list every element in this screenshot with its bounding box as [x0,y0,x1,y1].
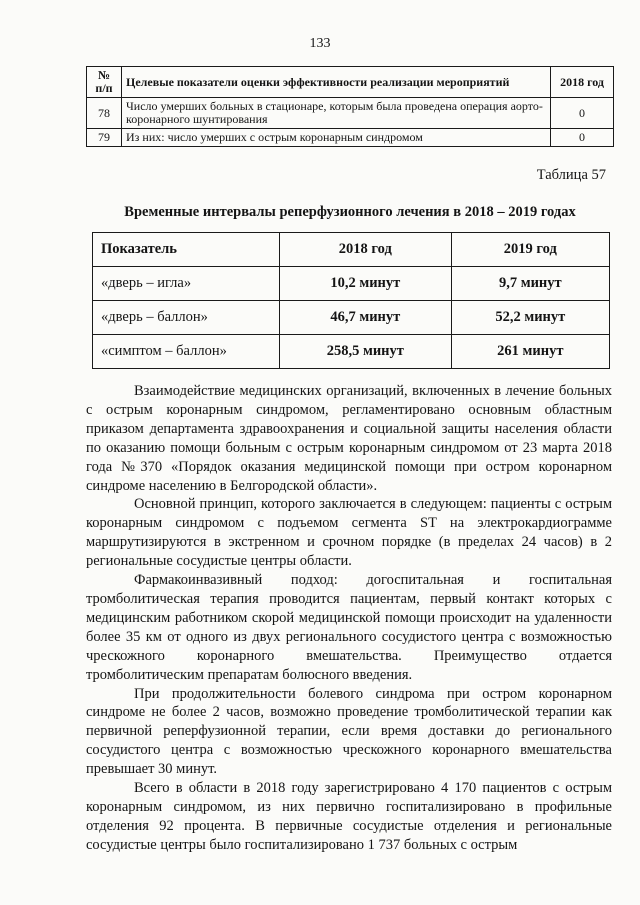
paragraph: Взаимодействие медицинских организаций, включенных в лечение больных с острым коронарным синдромом, регламентировано основным областным приказом департамента здравоохранения и социальной защиты населения области по оказанию помощи больным с острым коронарным синдромом от 23 марта 2018 года №370 «Порядок оказания медицинской помощи при остром коронарном синдроме населению в Белгородской области». [86,383,612,494]
page-number: 133 [309,36,331,51]
row-indicator: «симптом – баллон» [93,335,280,369]
table-header-row [93,233,610,267]
table-title: Временные интервалы реперфузионного лечения в 2018 – 2019 годах [124,204,576,220]
row-value: 0 [551,98,614,129]
row-description: Из них: число умерших с острым коронарным синдромом [122,129,551,147]
table-row [93,335,610,369]
table-header-row [87,67,614,98]
row-value: 0 [551,129,614,147]
row-value-2018: 258,5 минут [280,335,452,369]
table-row [93,301,610,335]
body-text [86,382,612,855]
header-indicator: Показатель [93,233,280,267]
target-indicators-table [86,66,614,147]
table-label: Таблица 57 [536,167,606,183]
header-2019: 2019 год [451,233,609,267]
row-description: Число умерших больных в стационаре, которым была проведена операция аорто-коронарного шунтирования [122,98,551,129]
header-2018: 2018 год [280,233,452,267]
header-year: 2018 год [551,67,614,98]
table-row [93,267,610,301]
row-value-2018: 10,2 минут [280,267,452,301]
header-description: Целевые показатели оценки эффективности реализации мероприятий [122,67,551,98]
row-indicator: «дверь – баллон» [93,301,280,335]
reperfusion-intervals-table [92,232,610,369]
paragraph: При продолжительности болевого синдрома при остром коронарном синдроме не более 2 часов, возможно проведение тромболитической терапии как первичной реперфузионной терапии, если время доставки до регионального сосудистого центра с возможностью чрескожного коронарного вмешательства превышает 30 минут. [86,685,612,778]
row-number: 79 [87,129,122,147]
row-value-2018: 46,7 минут [280,301,452,335]
row-number: 78 [87,98,122,129]
header-number: № п/п [87,67,122,98]
paragraph: Всего в области в 2018 году зарегистрировано 4 170 пациентов с острым коронарным синдромом, из них первично госпитализировано в профильные отделения 92 процента. В первичные сосудистые отделения и региональные сосудистые центры было госпитализировано 1 737 больных с острым [86,780,612,853]
row-indicator: «дверь – игла» [93,267,280,301]
paragraph: Фармакоинвазивный подход: догоспитальная и госпитальная тромболитическая терапия проводится пациентам, первый контакт которых с медицинским работником скорой медицинской помощи происходит на удаленности более 35 км от одного из двух регионального сосудистого центра с возможностью чрескожного коронарного вмешательства. Преимущество отдается тромболитическим препаратам болюсного введения. [86,572,612,683]
row-value-2019: 52,2 минут [451,301,609,335]
row-value-2019: 9,7 минут [451,267,609,301]
paragraph: Основной принцип, которого заключается в следующем: пациенты с острым коронарным синдромом с подъемом сегмента ST на электрокардиограмме маршрутизируются в экстренном и срочном порядке (в пределах 24 часов) в 2 региональные сосудистые центры области. [86,496,612,570]
table-row [87,98,614,129]
row-value-2019: 261 минут [451,335,609,369]
table-row [87,129,614,147]
